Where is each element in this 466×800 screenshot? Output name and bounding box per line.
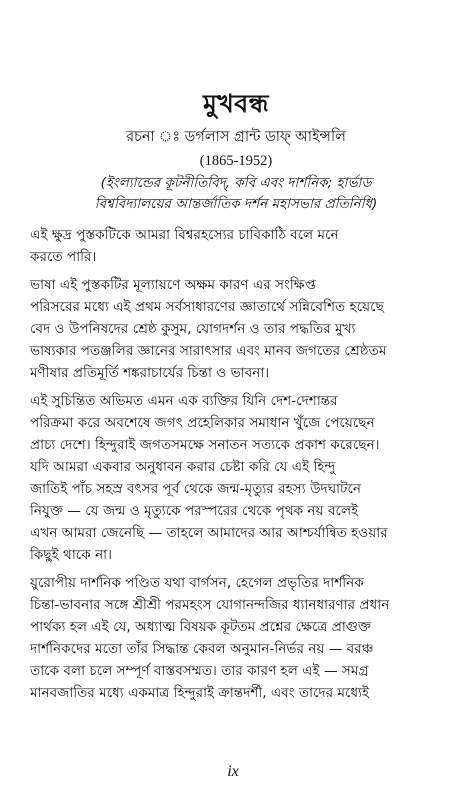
text-line: মানবজাতির মধ্যে একমাত্র হিন্দুরাই ক্রান্তদর্শী, এবং তাদের মধ্যেই bbox=[30, 685, 370, 701]
text-line: যদি আমরা একবার অনুধাবন করার চেষ্টা করি যে এই হিন্দু bbox=[30, 459, 336, 475]
text-line: প্রাচ্য দেশে। হিন্দুরাই জগতসমক্ষে সনাতন সত্যকে প্রকাশ করেছেন। bbox=[30, 437, 380, 453]
text-line: দার্শনিকদের মতো তাঁর সিদ্ধান্ত কেবল অনুমান-নির্ভর নয় — বরঞ্চ bbox=[30, 641, 374, 657]
text-line: পার্থক্য হল এই যে, অধ্যাত্ম বিষয়ক কূটতম প্রশ্নের ক্ষেত্রে প্রাগুক্ত bbox=[30, 619, 372, 635]
text-line: কিছুই থাকে না। bbox=[30, 547, 112, 563]
text-line: এখন আমরা জেনেছি — তাহলে আমাদের আর আশ্চর্যান্বিত হওয়ার bbox=[30, 525, 388, 541]
text-line: বেদ ও উপনিষদের শ্রেষ্ঠ কুসুম, যোগদর্শন ও তার পদ্ধতির মুখ্য bbox=[30, 321, 356, 337]
text-line: নিযুক্ত — যে জন্ম ও মৃত্যুকে পরস্পরের থেকে পৃথক নয় বলেই bbox=[30, 503, 359, 519]
text-line: য়ুরোপীয় দার্শনিক পণ্ডিত যথা বার্গসন, হেগেল প্রভৃতির দার্শনিক bbox=[30, 575, 364, 591]
text-line: মণীষার প্রতিমূর্তি শঙ্করাচার্যের চিন্তা ও ভাবনা। bbox=[30, 365, 270, 381]
author-byline: রচনা ঃ ডর্গলাস গ্রান্ট ডাফ্ আইন্সলি bbox=[126, 129, 346, 145]
text-line: তাকে বলা চলে সম্পূর্ণ বাস্তবসম্মত। তার কারণ হল এই — সমগ্র bbox=[30, 663, 369, 679]
page-number: ix bbox=[227, 763, 239, 780]
text-line: এই সুচিন্তিত অভিমত এমন এক ব্যক্তির যিনি দেশ-দেশান্তর bbox=[30, 393, 338, 409]
paragraph-3 bbox=[30, 390, 442, 566]
text-line: করতে পারি। bbox=[30, 249, 97, 265]
paragraph-2 bbox=[30, 274, 442, 384]
page-title: মুখবন্ধ bbox=[202, 89, 269, 118]
text-line: চিন্তা-ভাবনার সঙ্গে শ্রীশ্রী পরমহংস যোগানন্দজির ধ্যানধারণার প্রধান bbox=[30, 597, 390, 613]
text-line: ভাষ্যকার পতঞ্জলির জ্ঞানের সারাৎসার এবং মানব জগতের শ্রেষ্ঠতম bbox=[30, 343, 387, 359]
author-years: (1865-1952) bbox=[199, 153, 273, 169]
paragraph-1 bbox=[30, 224, 442, 268]
paragraph-4 bbox=[30, 572, 442, 704]
text-line: ভাষা এই পুস্তকটির মূল্যায়ণে অক্ষম কারণ এর সংক্ষিপ্ত bbox=[30, 277, 316, 293]
text-line: পরিসরের মধ্যে এই প্রথম সর্বসাধারণের জ্ঞাতার্থে সন্নিবেশিত হয়েছে bbox=[30, 299, 384, 315]
text-line: জাতিই পাঁচ সহস্র বৎসর পূর্ব থেকে জন্ম-মৃত্যুর রহস্য উদঘাটনে bbox=[30, 481, 362, 497]
author-description-line-2: বিশ্ববিদ্যালয়ের আন্তর্জাতিক দর্শন মহাসভার প্রতিনিধি) bbox=[94, 196, 378, 212]
text-line: পরিক্রমা করে অবশেষে জগৎ প্রহেলিকার সমাধান খুঁজে পেয়েছেন bbox=[30, 415, 375, 431]
author-description-line-1: (ইংল্যান্ডের কূটনীতিবিদ্, কবি এবং দার্শনিক; হার্ভাড bbox=[100, 175, 372, 191]
text-line: এই ক্ষুদ্র পুস্তকটিকে আমরা বিশ্বরহস্যের চাবিকাঠি বলে মনে bbox=[30, 227, 339, 243]
